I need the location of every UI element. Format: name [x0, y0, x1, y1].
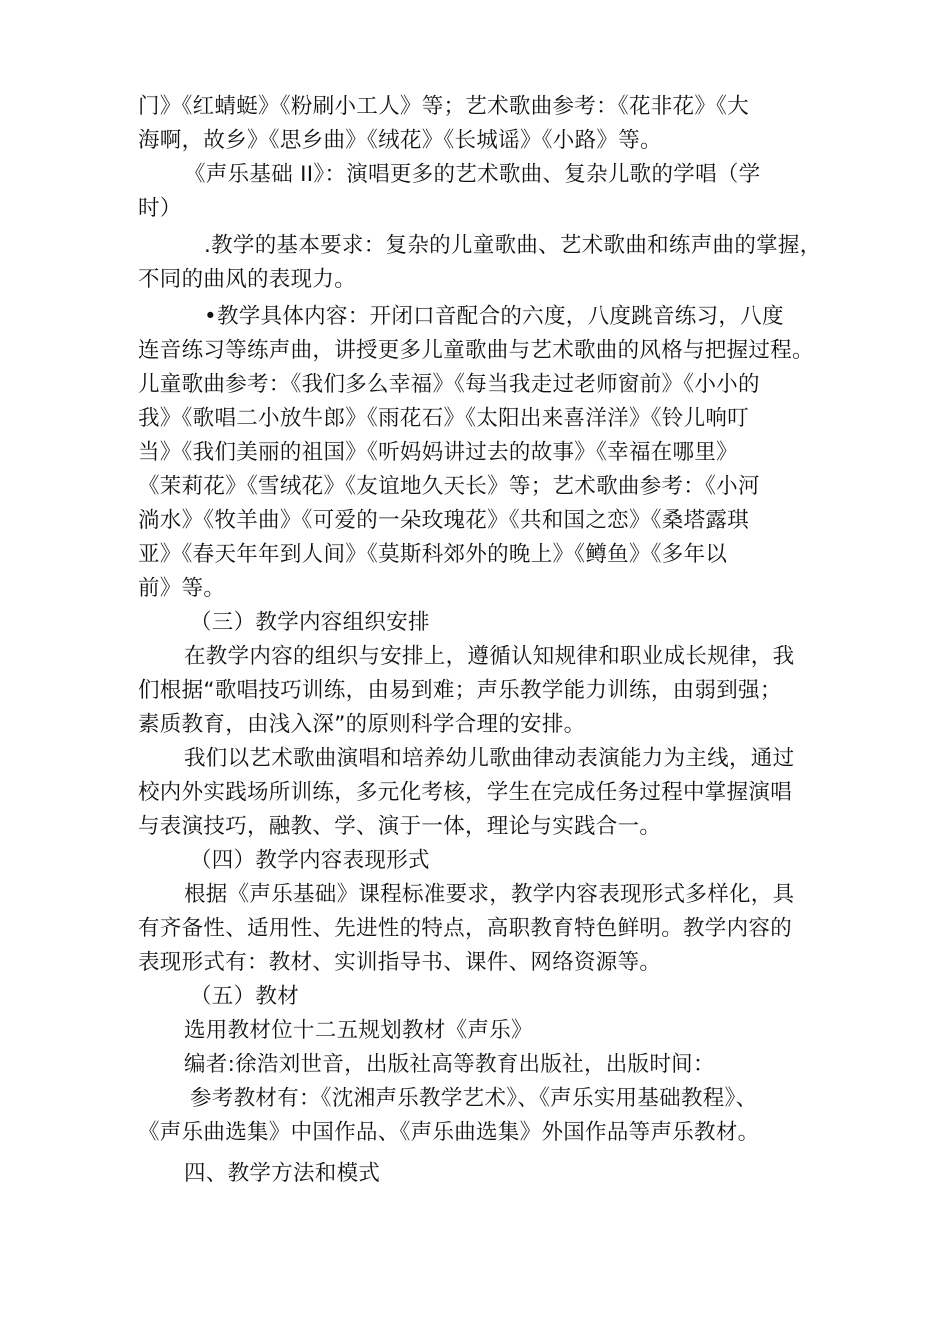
text-line: 在教学内容的组织与安排上，遵循认知规律和职业成长规律，我: [184, 644, 795, 669]
text-line: 们根据“歌唱技巧训练，由易到难；声乐教学能力训练，由弱到强；: [138, 678, 782, 703]
text-line: 我》《歌唱二小放牛郎》《雨花石》《太阳出来喜洋洋》《铃儿响叮: [138, 406, 750, 431]
text-line: 选用教材位十二五规划教材《声乐》: [184, 1018, 533, 1043]
text-line: 有齐备性、适用性、先进性的特点，高职教育特色鲜明。教学内容的: [138, 916, 793, 941]
text-line: 淌水》《牧羊曲》《可爱的一朵玫瑰花》《共和国之恋》《桑塔露琪: [138, 508, 750, 533]
text-line: 根据《声乐基础》课程标准要求，教学内容表现形式多样化，具: [184, 882, 795, 907]
text-line: 校内外实践场所训练，多元化考核，学生在完成任务过程中掌握演唱: [138, 780, 793, 805]
text-line: 素质教育，由浅入深”的原则科学合理的安排。: [138, 712, 586, 737]
section-heading: （三）教学内容组织安排: [190, 610, 430, 635]
text-line: .教学的基本要求：复杂的儿童歌曲、艺术歌曲和练声曲的掌握，: [204, 233, 822, 258]
section-heading: 四、教学方法和模式: [184, 1161, 381, 1186]
text-line: 前》等。: [138, 576, 226, 601]
text-line: 《声乐基础 II》：演唱更多的艺术歌曲、复杂儿歌的学唱（学: [184, 162, 761, 187]
text-line: 参考教材有：《沈湘声乐教学艺术》、《声乐实用基础教程》、: [190, 1086, 758, 1111]
text-line: 《茉莉花》《雪绒花》《友谊地久天长》等；艺术歌曲参考：《小河: [138, 474, 760, 499]
text-line: 时）: [138, 196, 182, 221]
text-line: 我们以艺术歌曲演唱和培养幼儿歌曲律动表演能力为主线，通过: [184, 746, 795, 771]
text-line: 亚》《春天年年到人间》《莫斯科郊外的晚上》《鳟鱼》《多年以: [138, 542, 728, 567]
text-line: 当》《我们美丽的祖国》《听妈妈讲过去的故事》《幸福在哪里》: [138, 440, 738, 465]
text-line: 与表演技巧，融教、学、演于一体，理论与实践合一。: [138, 814, 662, 839]
text-line: 表现形式有：教材、实训指导书、课件、网络资源等。: [138, 950, 662, 975]
text-line: 门》《红蜻蜓》《粉刷小工人》等；艺术歌曲参考：《花非花》《大: [138, 94, 750, 119]
document-page: [138, 90, 828, 1191]
text-line: 儿童歌曲参考：《我们多么幸福》《每当我走过老师窗前》《小小的: [138, 372, 760, 397]
text-line: 海啊，故乡》《思乡曲》《绒花》《长城谣》《小路》等。: [138, 128, 662, 153]
text-line: 不同的曲风的表现力。: [138, 267, 357, 292]
text-line: 编者:徐浩刘世音，出版社高等教育出版社，出版时间：: [184, 1052, 715, 1077]
text-line: 《声乐曲选集》中国作品、《声乐曲选集》外国作品等声乐教材。: [138, 1120, 760, 1145]
section-heading: （四）教学内容表现形式: [190, 848, 430, 873]
section-heading: （五）教材: [190, 984, 300, 1009]
text-line: •教学具体内容：开闭口音配合的六度，八度跳音练习，八度: [204, 304, 784, 329]
text-line: 连音练习等练声曲，讲授更多儿童歌曲与艺术歌曲的风格与把握过程。: [138, 338, 814, 363]
